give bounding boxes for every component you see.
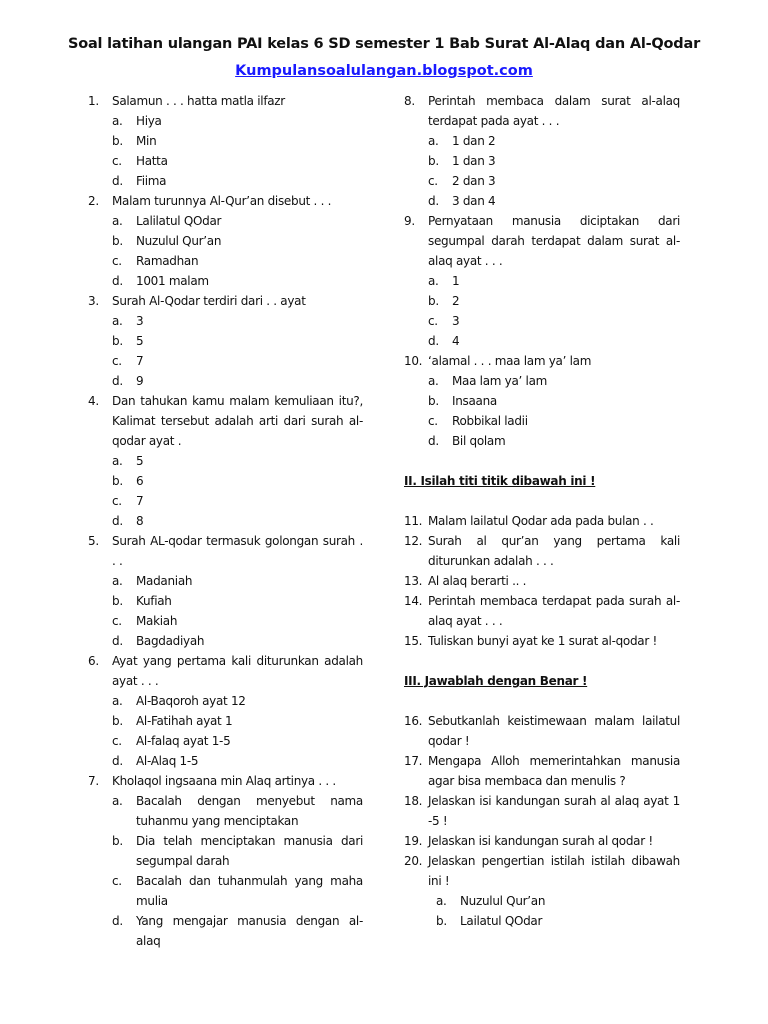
option-text: Bacalah dan tuhanmulah yang maha mulia bbox=[136, 874, 363, 908]
option-item bbox=[428, 431, 680, 451]
question-text: Salamun . . . hatta matla ilfazr bbox=[112, 94, 285, 108]
option-letter: d. bbox=[112, 754, 123, 768]
option-item bbox=[112, 371, 363, 391]
option-text: Bacalah dengan menyebut nama tuhanmu yang menciptakan bbox=[136, 794, 363, 828]
question-item bbox=[404, 851, 680, 891]
option-text: Bil qolam bbox=[452, 434, 506, 448]
option-item bbox=[112, 131, 363, 151]
option-letter: b. bbox=[428, 294, 439, 308]
option-letter: d. bbox=[428, 194, 439, 208]
option-item bbox=[112, 171, 363, 191]
question-row bbox=[404, 711, 680, 751]
section-heading: II. Isilah titi titik dibawah ini ! bbox=[404, 474, 596, 488]
option-letter: d. bbox=[112, 914, 123, 928]
option-letter: b. bbox=[112, 334, 123, 348]
option-item bbox=[112, 491, 363, 511]
option-item bbox=[112, 691, 363, 711]
question-row bbox=[404, 631, 680, 651]
question-item bbox=[404, 591, 680, 631]
question-item bbox=[404, 831, 680, 851]
question-row bbox=[404, 851, 680, 891]
option-list bbox=[112, 311, 363, 391]
option-item bbox=[112, 731, 363, 751]
option-item bbox=[436, 911, 680, 931]
option-text: 5 bbox=[136, 334, 144, 348]
option-letter: c. bbox=[112, 734, 122, 748]
option-text: Hatta bbox=[136, 154, 168, 168]
option-item bbox=[112, 631, 363, 651]
option-text: Ramadhan bbox=[136, 254, 199, 268]
question-row bbox=[88, 291, 363, 311]
question-text: Malam lailatul Qodar ada pada bulan . . bbox=[428, 514, 654, 528]
option-text: 9 bbox=[136, 374, 144, 388]
option-item bbox=[112, 791, 363, 831]
option-text: Al-Baqoroh ayat 12 bbox=[136, 694, 246, 708]
question-text: Surah Al-Qodar terdiri dari . . ayat bbox=[112, 294, 306, 308]
question-row bbox=[404, 751, 680, 791]
question-number: 20. bbox=[404, 854, 423, 868]
option-list bbox=[112, 111, 363, 191]
option-letter: b. bbox=[428, 394, 439, 408]
option-letter: d. bbox=[112, 374, 123, 388]
option-letter: c. bbox=[112, 254, 122, 268]
option-letter: b. bbox=[428, 154, 439, 168]
option-text: Al-Fatihah ayat 1 bbox=[136, 714, 233, 728]
question-row bbox=[404, 831, 680, 851]
option-text: 7 bbox=[136, 354, 144, 368]
option-text: Robbikal ladii bbox=[452, 414, 528, 428]
option-list bbox=[428, 271, 680, 351]
question-item bbox=[88, 91, 363, 191]
option-letter: c. bbox=[428, 314, 438, 328]
option-text: 1 dan 2 bbox=[452, 134, 496, 148]
option-letter: a. bbox=[112, 454, 123, 468]
option-list bbox=[112, 211, 363, 291]
question-text: Perintah membaca dalam surat al-alaq terdapat pada ayat . . . bbox=[428, 94, 680, 128]
option-text: 4 bbox=[452, 334, 460, 348]
option-text: 6 bbox=[136, 474, 144, 488]
question-row bbox=[404, 571, 680, 591]
question-row bbox=[404, 351, 680, 371]
option-letter: c. bbox=[112, 494, 122, 508]
right-column bbox=[404, 91, 680, 931]
question-number: 2. bbox=[88, 194, 99, 208]
option-list bbox=[112, 571, 363, 651]
question-text: Surah AL-qodar termasuk golongan surah . . . bbox=[112, 534, 363, 568]
option-letter: a. bbox=[112, 574, 123, 588]
option-item bbox=[428, 271, 680, 291]
question-number: 6. bbox=[88, 654, 99, 668]
question-text: Al alaq berarti .. . bbox=[428, 574, 527, 588]
option-letter: a. bbox=[112, 214, 123, 228]
question-number: 3. bbox=[88, 294, 99, 308]
option-letter: d. bbox=[112, 174, 123, 188]
question-text: Jelaskan isi kandungan surah al qodar ! bbox=[428, 834, 653, 848]
question-item bbox=[404, 91, 680, 211]
option-letter: c. bbox=[428, 414, 438, 428]
option-text: Maa lam ya’ lam bbox=[452, 374, 548, 388]
question-text: Surah al qur’an yang pertama kali diturunkan adalah . . . bbox=[428, 534, 680, 568]
option-text: 2 bbox=[452, 294, 460, 308]
question-item bbox=[88, 391, 363, 531]
question-text: Sebutkanlah keistimewaan malam lailatul qodar ! bbox=[428, 714, 680, 748]
option-item bbox=[112, 251, 363, 271]
option-item bbox=[112, 211, 363, 231]
page-title: Soal latihan ulangan PAI kelas 6 SD semester 1 Bab Surat Al-Alaq dan Al-Qodar bbox=[67, 36, 701, 52]
option-text: Min bbox=[136, 134, 157, 148]
option-list bbox=[436, 891, 680, 931]
option-letter: b. bbox=[436, 914, 447, 928]
option-text: Hiya bbox=[136, 114, 162, 128]
question-item bbox=[404, 511, 680, 531]
option-item bbox=[112, 911, 363, 951]
option-text: Kufiah bbox=[136, 594, 172, 608]
option-item bbox=[428, 151, 680, 171]
question-row bbox=[404, 531, 680, 571]
question-text: Dan tahukan kamu malam kemuliaan itu?, Kalimat tersebut adalah arti dari surah al-qodar ayat . bbox=[112, 394, 363, 448]
question-text: Pernyataan manusia diciptakan dari segumpal darah terdapat dalam surat al-alaq ayat . . . bbox=[428, 214, 680, 268]
question-item bbox=[404, 351, 680, 451]
question-item bbox=[88, 291, 363, 391]
option-item bbox=[112, 511, 363, 531]
question-item bbox=[88, 191, 363, 291]
option-text: Al-falaq ayat 1-5 bbox=[136, 734, 231, 748]
option-letter: a. bbox=[112, 314, 123, 328]
question-text: Ayat yang pertama kali diturunkan adalah ayat . . . bbox=[112, 654, 363, 688]
option-item bbox=[428, 291, 680, 311]
option-letter: d. bbox=[112, 514, 123, 528]
option-item bbox=[112, 611, 363, 631]
option-letter: d. bbox=[428, 334, 439, 348]
option-text: Nuzulul Qur’an bbox=[136, 234, 222, 248]
option-list bbox=[428, 371, 680, 451]
option-item bbox=[112, 751, 363, 771]
question-text: Kholaqol ingsaana min Alaq artinya . . . bbox=[112, 774, 336, 788]
option-text: 3 bbox=[136, 314, 144, 328]
option-item bbox=[428, 171, 680, 191]
question-row bbox=[404, 791, 680, 831]
question-row bbox=[88, 771, 363, 791]
option-text: 2 dan 3 bbox=[452, 174, 496, 188]
question-text: Jelaskan pengertian istilah istilah dibawah ini ! bbox=[428, 854, 680, 888]
option-text: 8 bbox=[136, 514, 144, 528]
question-text: Mengapa Alloh memerintahkan manusia agar bisa membaca dan menulis ? bbox=[428, 754, 680, 788]
option-item bbox=[112, 831, 363, 871]
option-letter: c. bbox=[112, 874, 122, 888]
option-item bbox=[112, 451, 363, 471]
option-item bbox=[112, 231, 363, 251]
question-number: 13. bbox=[404, 574, 423, 588]
question-text: Jelaskan isi kandungan surah al alaq ayat 1 -5 ! bbox=[428, 794, 680, 828]
question-item bbox=[404, 711, 680, 751]
question-row bbox=[88, 651, 363, 691]
option-text: Yang mengajar manusia dengan al-alaq bbox=[136, 914, 363, 948]
option-letter: a. bbox=[428, 374, 439, 388]
question-item bbox=[404, 751, 680, 791]
option-list bbox=[112, 791, 363, 951]
option-letter: a. bbox=[428, 274, 439, 288]
question-number: 1. bbox=[88, 94, 99, 108]
option-list bbox=[112, 691, 363, 771]
option-text: Al-Alaq 1-5 bbox=[136, 754, 199, 768]
option-text: Madaniah bbox=[136, 574, 193, 588]
option-letter: b. bbox=[112, 834, 123, 848]
option-letter: d. bbox=[428, 434, 439, 448]
option-text: 3 dan 4 bbox=[452, 194, 496, 208]
option-item bbox=[428, 131, 680, 151]
question-item bbox=[88, 651, 363, 771]
question-number: 8. bbox=[404, 94, 415, 108]
option-letter: a. bbox=[112, 114, 123, 128]
option-letter: a. bbox=[112, 794, 123, 808]
option-letter: c. bbox=[112, 354, 122, 368]
option-text: Bagdadiyah bbox=[136, 634, 205, 648]
blog-link[interactable]: Kumpulansoalulangan.blogspot.com bbox=[235, 63, 533, 79]
option-item bbox=[428, 331, 680, 351]
question-number: 4. bbox=[88, 394, 99, 408]
option-letter: d. bbox=[112, 274, 123, 288]
question-number: 15. bbox=[404, 634, 423, 648]
option-text: 1001 malam bbox=[136, 274, 209, 288]
option-text: Insaana bbox=[452, 394, 497, 408]
question-text: Perintah membaca terdapat pada surah al-alaq ayat . . . bbox=[428, 594, 680, 628]
option-item bbox=[112, 311, 363, 331]
option-letter: c. bbox=[112, 614, 122, 628]
option-item bbox=[112, 351, 363, 371]
question-text: ‘alamal . . . maa lam ya’ lam bbox=[428, 354, 592, 368]
option-letter: b. bbox=[112, 134, 123, 148]
option-text: 3 bbox=[452, 314, 460, 328]
question-row bbox=[88, 191, 363, 211]
option-item bbox=[112, 111, 363, 131]
question-number: 18. bbox=[404, 794, 423, 808]
option-letter: b. bbox=[112, 234, 123, 248]
option-item bbox=[112, 591, 363, 611]
question-item bbox=[88, 771, 363, 951]
option-letter: b. bbox=[112, 474, 123, 488]
option-text: 1 dan 3 bbox=[452, 154, 496, 168]
question-number: 16. bbox=[404, 714, 423, 728]
option-text: Lalilatul QOdar bbox=[136, 214, 222, 228]
option-item bbox=[112, 571, 363, 591]
question-item bbox=[404, 571, 680, 591]
question-number: 10. bbox=[404, 354, 423, 368]
option-list bbox=[112, 451, 363, 531]
option-letter: a. bbox=[112, 694, 123, 708]
option-item bbox=[112, 471, 363, 491]
question-number: 7. bbox=[88, 774, 99, 788]
section-heading: III. Jawablah dengan Benar ! bbox=[404, 674, 588, 688]
option-item bbox=[428, 311, 680, 331]
question-item bbox=[88, 531, 363, 651]
option-text: 7 bbox=[136, 494, 144, 508]
option-item bbox=[112, 331, 363, 351]
option-list bbox=[428, 131, 680, 211]
option-letter: b. bbox=[112, 714, 123, 728]
option-item bbox=[112, 711, 363, 731]
option-letter: a. bbox=[436, 894, 447, 908]
question-number: 12. bbox=[404, 534, 423, 548]
option-item bbox=[428, 371, 680, 391]
option-item bbox=[112, 151, 363, 171]
question-text: Malam turunnya Al-Qur’an disebut . . . bbox=[112, 194, 332, 208]
question-item bbox=[404, 791, 680, 831]
option-text: Dia telah menciptakan manusia dari segumpal darah bbox=[136, 834, 363, 868]
question-row bbox=[88, 391, 363, 451]
option-item bbox=[112, 871, 363, 911]
option-item bbox=[428, 391, 680, 411]
option-text: 1 bbox=[452, 274, 460, 288]
left-column bbox=[88, 91, 363, 951]
question-row bbox=[404, 591, 680, 631]
option-letter: c. bbox=[112, 154, 122, 168]
question-number: 11. bbox=[404, 514, 423, 528]
option-letter: a. bbox=[428, 134, 439, 148]
question-row bbox=[404, 211, 680, 271]
option-item bbox=[436, 891, 680, 911]
option-text: 5 bbox=[136, 454, 144, 468]
question-item bbox=[404, 211, 680, 351]
question-number: 5. bbox=[88, 534, 99, 548]
option-item bbox=[428, 411, 680, 431]
option-item bbox=[112, 271, 363, 291]
option-text: Nuzulul Qur’an bbox=[460, 894, 546, 908]
question-number: 9. bbox=[404, 214, 415, 228]
option-letter: c. bbox=[428, 174, 438, 188]
question-item bbox=[404, 531, 680, 571]
option-item bbox=[428, 191, 680, 211]
question-row bbox=[88, 91, 363, 111]
question-row bbox=[404, 91, 680, 131]
option-text: Lailatul QOdar bbox=[460, 914, 543, 928]
question-number: 14. bbox=[404, 594, 423, 608]
option-letter: b. bbox=[112, 594, 123, 608]
question-item bbox=[404, 631, 680, 651]
question-text: Tuliskan bunyi ayat ke 1 surat al-qodar ! bbox=[428, 634, 657, 648]
question-number: 17. bbox=[404, 754, 423, 768]
question-row bbox=[88, 531, 363, 571]
option-text: Makiah bbox=[136, 614, 178, 628]
question-row bbox=[404, 511, 680, 531]
question-number: 19. bbox=[404, 834, 423, 848]
option-text: Fiima bbox=[136, 174, 167, 188]
option-letter: d. bbox=[112, 634, 123, 648]
